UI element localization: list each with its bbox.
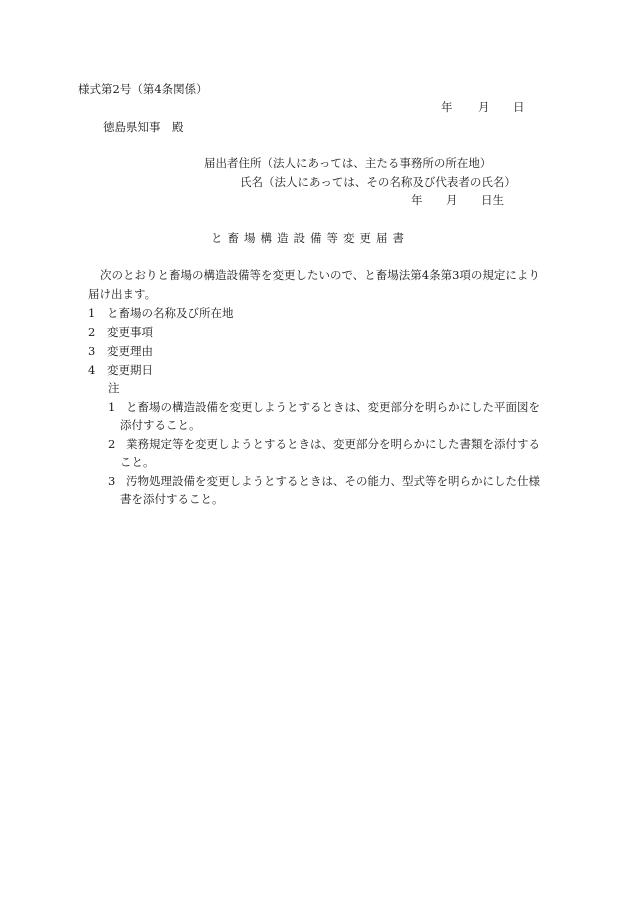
item-3-label: 変更理由 <box>107 344 153 358</box>
note-3-line-2: 書を添付すること。 <box>120 492 224 506</box>
date-month: 月 <box>478 100 490 114</box>
item-4-number: 4 <box>88 363 96 377</box>
note-3-line-1: 汚物処理設備を変更しようとするときは、その能力、型式等を明らかにした仕様 <box>126 474 540 488</box>
addressee: 徳島県知事 殿 <box>103 120 184 134</box>
item-2-number: 2 <box>88 325 96 339</box>
note-3-number: 3 <box>108 474 116 488</box>
birth-day: 日生 <box>481 193 504 207</box>
note-2-number: 2 <box>108 437 116 451</box>
body-line-2: 届け出ます。 <box>88 287 157 301</box>
note-1-line-1: と畜場の構造設備を変更しようとするときは、変更部分を明らかにした平面図を <box>126 400 540 414</box>
date-day: 日 <box>513 100 525 114</box>
item-1-number: 1 <box>88 306 96 320</box>
item-3-number: 3 <box>88 344 96 358</box>
birth-month: 月 <box>446 193 458 207</box>
note-2-line-2: こと。 <box>120 455 155 469</box>
birth-year: 年 <box>411 193 423 207</box>
applicant-address-label: 届出者住所（法人にあっては、主たる事務所の所在地） <box>204 156 492 170</box>
date-year: 年 <box>441 100 453 114</box>
notes-heading: 注 <box>108 381 120 395</box>
item-2-label: 変更事項 <box>107 325 153 339</box>
item-4-label: 変更期日 <box>107 363 153 377</box>
body-line-1: 次のとおりと畜場の構造設備等を変更したいので、と畜場法第4条第3項の規定により <box>100 268 540 282</box>
document-title: と畜場構造設備等変更届書 <box>211 231 409 245</box>
item-1-label: と畜場の名称及び所在地 <box>107 306 234 320</box>
form-number: 様式第2号（第4条関係） <box>78 82 208 96</box>
note-1-line-2: 添付すること。 <box>120 418 201 432</box>
applicant-name-label: 氏名（法人にあっては、その名称及び代表者の氏名） <box>240 175 516 189</box>
note-2-line-1: 業務規定等を変更しようとするときは、変更部分を明らかにした書類を添付する <box>126 437 540 451</box>
note-1-number: 1 <box>108 400 116 414</box>
